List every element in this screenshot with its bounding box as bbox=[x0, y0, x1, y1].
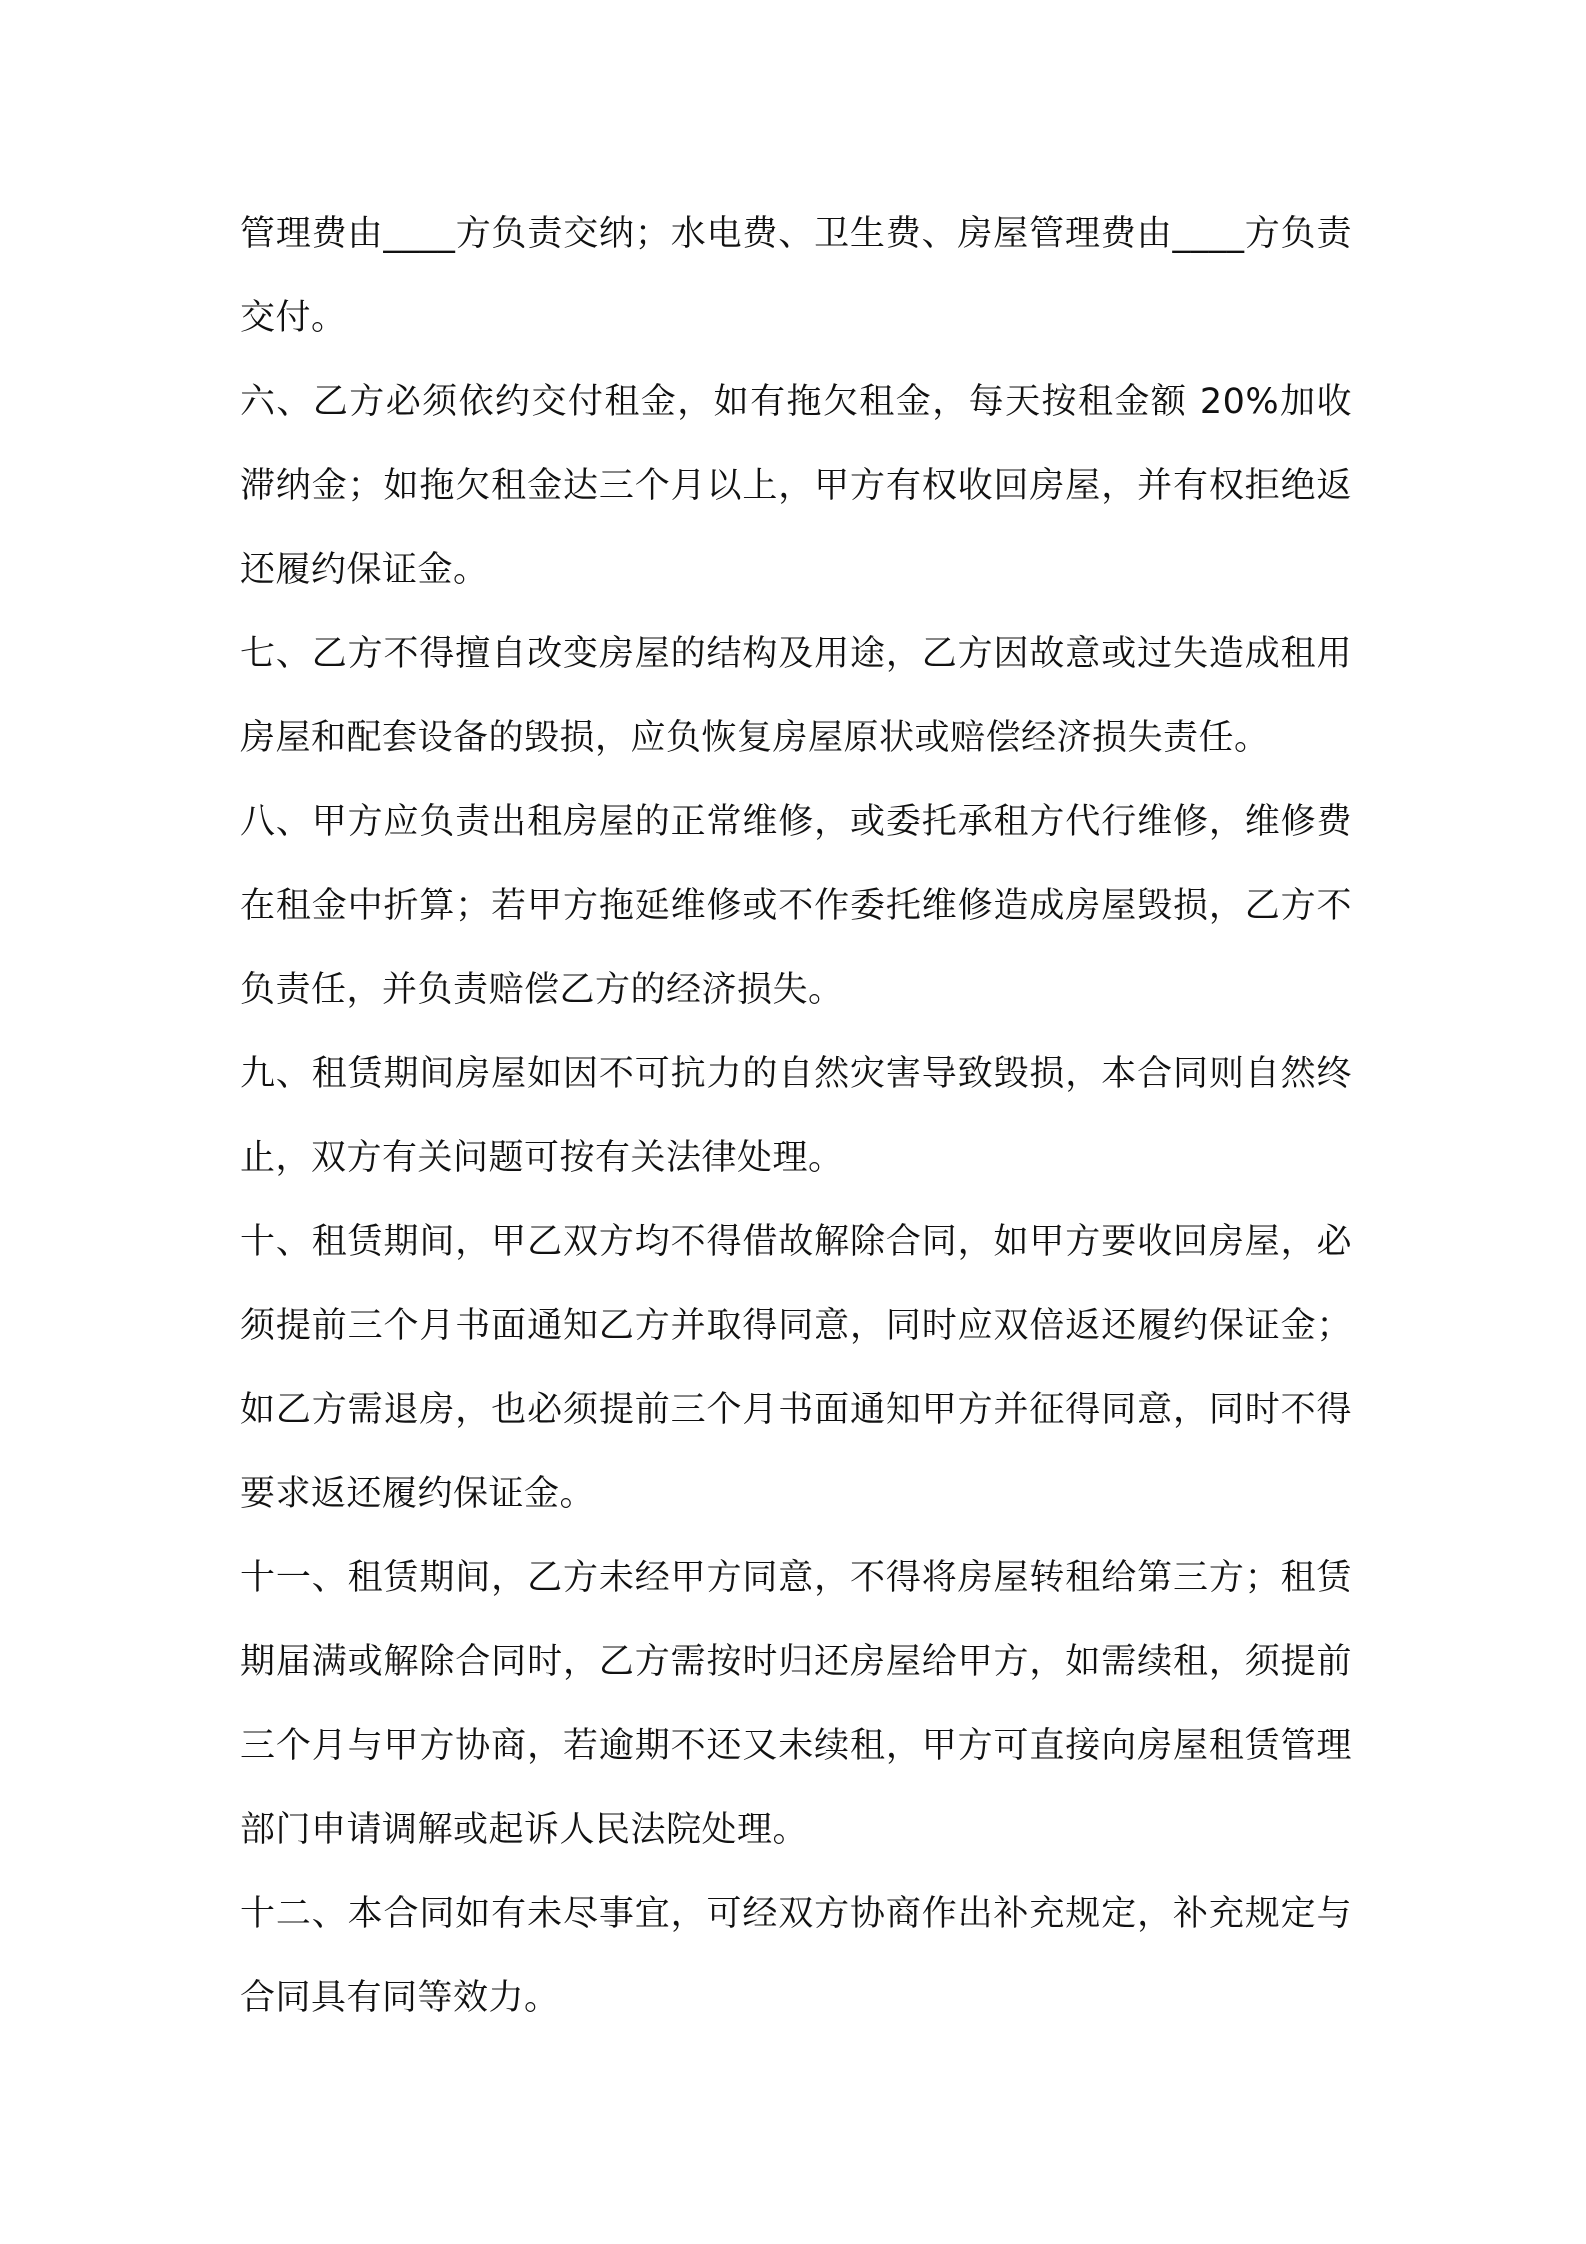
clause-12-supplementary: 十二、本合同如有未尽事宜，可经双方协商作出补充规定，补充规定与合同具有同等效力。 bbox=[240, 1894, 1352, 2018]
clause-6-rent-payment: 六、乙方必须依约交付租金，如有拖欠租金，每天按租金额 20%加收滞纳金；如拖欠租金达三个月以上，甲方有权收回房屋，并有权拒绝返还履约保证金。 bbox=[240, 382, 1352, 590]
clause-8-maintenance: 八、甲方应负责出租房屋的正常维修，或委托承租方代行维修，维修费在租金中折算；若甲方拖延维修或不作委托维修造成房屋毁损，乙方不负责任，并负责赔偿乙方的经济损失。 bbox=[240, 802, 1352, 1010]
clause-7-structure-use: 七、乙方不得擅自改变房屋的结构及用途，乙方因故意或过失造成租用房屋和配套设备的毁损，应负恢复房屋原状或赔偿经济损失责任。 bbox=[240, 634, 1352, 758]
clause-9-force-majeure: 九、租赁期间房屋如因不可抗力的自然灾害导致毁损，本合同则自然终止，双方有关问题可按有关法律处理。 bbox=[240, 1054, 1352, 1178]
paragraph-fees: 管理费由____方负责交纳；水电费、卫生费、房屋管理费由____方负责交付。 bbox=[240, 214, 1352, 338]
clause-11-sublease-renewal: 十一、租赁期间，乙方未经甲方同意，不得将房屋转租给第三方；租赁期届满或解除合同时，乙方需按时归还房屋给甲方，如需续租，须提前三个月与甲方协商，若逾期不还又未续租，甲方可直接向房屋租赁管理部门申请调解或起诉人民法院处理。 bbox=[240, 1558, 1352, 1850]
clause-10-termination: 十、租赁期间，甲乙双方均不得借故解除合同，如甲方要收回房屋，必须提前三个月书面通知乙方并取得同意，同时应双倍返还履约保证金；如乙方需退房，也必须提前三个月书面通知甲方并征得同意，同时不得要求返还履约保证金。 bbox=[240, 1222, 1352, 1514]
contract-body bbox=[240, 192, 1352, 2040]
